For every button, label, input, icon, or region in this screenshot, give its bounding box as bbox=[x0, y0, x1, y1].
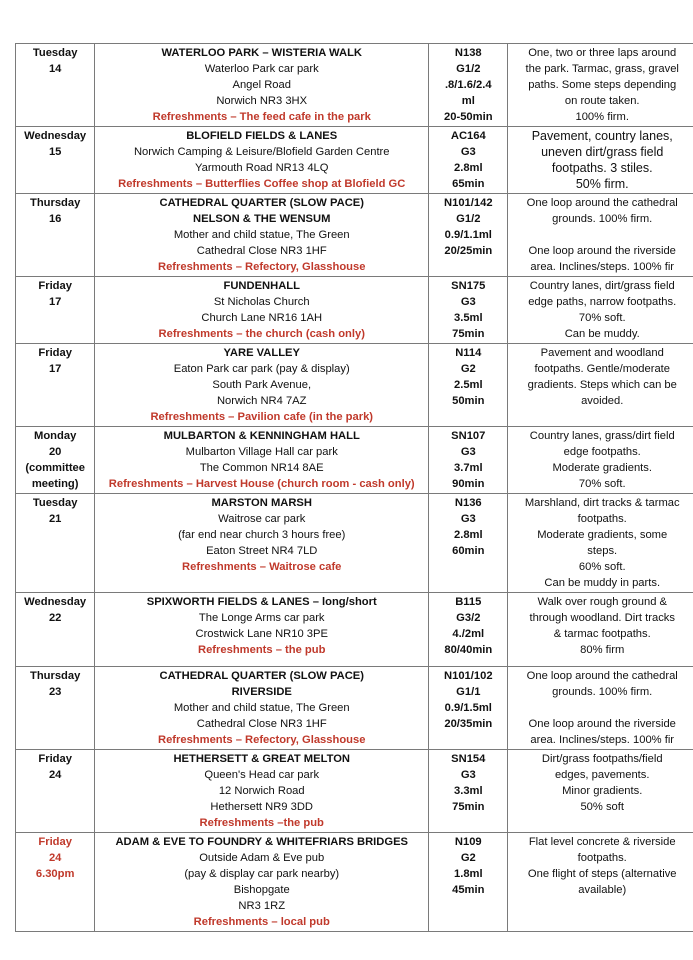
code-line: 80/40min bbox=[444, 644, 493, 656]
description-line: edge paths, narrow footpaths. bbox=[528, 296, 677, 308]
description-line: Country lanes, grass/dirt field bbox=[529, 430, 675, 442]
code-line: G3 bbox=[460, 146, 476, 158]
walk-location: Yarmouth Road NR13 4LQ bbox=[194, 162, 329, 174]
walk-title: WATERLOO PARK – WISTERIA WALK bbox=[161, 47, 362, 59]
code-line: 0.9/1.1ml bbox=[444, 229, 492, 241]
description-gap bbox=[511, 700, 693, 716]
description-line: avoided. bbox=[581, 395, 624, 407]
walk-title: ADAM & EVE TO FOUNDRY & WHITEFRIARS BRIDGES bbox=[115, 836, 408, 848]
walk-day bbox=[16, 593, 95, 667]
walk-row bbox=[16, 750, 693, 833]
walk-location: Norwich Camping & Leisure/Blofield Garden Centre bbox=[133, 146, 390, 158]
description-line: area. Inclines/steps. 100% fir bbox=[530, 734, 675, 746]
code-line: N101/102 bbox=[444, 670, 493, 682]
code-line: B115 bbox=[455, 596, 482, 608]
code-line: G3/2 bbox=[456, 612, 481, 624]
walk-details bbox=[95, 427, 429, 494]
walk-location: Eaton Street NR4 7LD bbox=[206, 545, 318, 557]
day-line: 21 bbox=[48, 513, 62, 525]
description-line: steps. bbox=[587, 545, 618, 557]
walk-location: Mother and child statue, The Green bbox=[173, 229, 350, 241]
walk-row bbox=[16, 667, 693, 750]
day-line: 20 bbox=[48, 446, 62, 458]
walk-row bbox=[16, 44, 693, 127]
walk-location: The Common NR14 8AE bbox=[199, 462, 324, 474]
walk-title: BLOFIELD FIELDS & LANES bbox=[186, 130, 338, 142]
code-line: 20/35min bbox=[444, 718, 493, 730]
description-line: Dirt/grass footpaths/field bbox=[541, 753, 663, 765]
description-line: area. Inclines/steps. 100% fir bbox=[530, 261, 675, 273]
walk-refreshments: Refreshments – local pub bbox=[193, 916, 330, 928]
walks-schedule-table bbox=[15, 43, 693, 932]
walk-location: Bishopgate bbox=[233, 884, 290, 896]
code-line: 20/25min bbox=[444, 245, 493, 257]
description-line: footpaths. bbox=[577, 852, 627, 864]
description-line: edges, pavements. bbox=[554, 769, 650, 781]
walk-refreshments: Refreshments –the pub bbox=[199, 817, 324, 829]
description-line: Can be muddy in parts. bbox=[544, 577, 661, 589]
description-line: edge footpaths. bbox=[563, 446, 641, 458]
description-line: footpaths. bbox=[577, 513, 627, 525]
walk-title: CATHEDRAL QUARTER (SLOW PACE) bbox=[159, 670, 364, 682]
code-line: G1/2 bbox=[456, 63, 481, 75]
description-line: gradients. Steps which can be bbox=[527, 379, 677, 391]
walk-refreshments: Refreshments – the pub bbox=[198, 644, 326, 656]
walk-row bbox=[16, 494, 693, 593]
walk-row bbox=[16, 427, 693, 494]
walk-day bbox=[16, 750, 95, 833]
code-line: 20-50min bbox=[444, 111, 493, 123]
day-line: 14 bbox=[48, 63, 62, 75]
walk-row bbox=[16, 344, 693, 427]
walk-location: Hethersett NR9 3DD bbox=[210, 801, 314, 813]
walk-code bbox=[429, 667, 508, 750]
description-line: 50% firm. bbox=[575, 177, 629, 191]
walk-location: Church Lane NR16 1AH bbox=[201, 312, 323, 324]
walk-title: SPIXWORTH FIELDS & LANES – long/short bbox=[146, 596, 377, 608]
walk-details bbox=[95, 593, 429, 667]
walk-refreshments: Refreshments – Waitrose cafe bbox=[182, 561, 342, 573]
walk-location: (pay & display car park nearby) bbox=[184, 868, 340, 880]
code-line: ml bbox=[461, 95, 475, 107]
walk-day bbox=[16, 44, 95, 127]
day-line: meeting) bbox=[31, 478, 79, 490]
walk-row bbox=[16, 194, 693, 277]
walk-location: NR3 1RZ bbox=[238, 900, 286, 912]
day-line: 24 bbox=[48, 852, 62, 864]
code-line: N138 bbox=[454, 47, 482, 59]
code-line: G3 bbox=[460, 446, 476, 458]
description-gap bbox=[511, 227, 693, 243]
day-line: Friday bbox=[38, 836, 72, 848]
code-line: 50min bbox=[452, 395, 485, 407]
walk-details bbox=[95, 667, 429, 750]
walk-code bbox=[429, 194, 508, 277]
code-line: N136 bbox=[454, 497, 482, 509]
description-line: grounds. 100% firm. bbox=[552, 213, 653, 225]
code-line: 75min bbox=[452, 328, 485, 340]
day-line: Friday bbox=[38, 753, 72, 765]
walk-location: Queen's Head car park bbox=[204, 769, 320, 781]
walk-location: 12 Norwich Road bbox=[218, 785, 305, 797]
description-line: One loop around the riverside bbox=[528, 245, 676, 257]
description-line: Pavement and woodland bbox=[540, 347, 664, 359]
description-line: One loop around the cathedral bbox=[526, 670, 678, 682]
walk-location: Angel Road bbox=[232, 79, 291, 91]
walk-location: The Longe Arms car park bbox=[198, 612, 325, 624]
description-line: Marshland, dirt tracks & tarmac bbox=[524, 497, 680, 509]
walk-code bbox=[429, 750, 508, 833]
walk-location: Waitrose car park bbox=[218, 513, 306, 525]
description-line: One loop around the riverside bbox=[528, 718, 676, 730]
walk-refreshments: Refreshments – the church (cash only) bbox=[158, 328, 365, 340]
description-line: Can be muddy. bbox=[564, 328, 640, 340]
code-line: SN154 bbox=[451, 753, 486, 765]
description-line: Moderate gradients, some bbox=[537, 529, 668, 541]
walk-location: South Park Avenue, bbox=[212, 379, 312, 391]
description-line: 100% firm. bbox=[575, 111, 629, 123]
walk-day bbox=[16, 427, 95, 494]
walk-description bbox=[508, 344, 693, 427]
code-line: 0.9/1.5ml bbox=[444, 702, 492, 714]
day-line: 6.30pm bbox=[35, 868, 75, 880]
walk-day bbox=[16, 667, 95, 750]
walk-details bbox=[95, 194, 429, 277]
walk-day bbox=[16, 277, 95, 344]
code-line: 3.5ml bbox=[453, 312, 483, 324]
description-line: footpaths. Gentle/moderate bbox=[534, 363, 671, 375]
code-line: 2.8ml bbox=[453, 162, 483, 174]
day-line: Friday bbox=[38, 347, 72, 359]
walk-refreshments: Refreshments – Pavilion cafe (in the park) bbox=[150, 411, 374, 423]
walk-title: MULBARTON & KENNINGHAM HALL bbox=[163, 430, 360, 442]
day-line: Thursday bbox=[29, 197, 81, 209]
day-line: Tuesday bbox=[32, 47, 78, 59]
walk-code bbox=[429, 494, 508, 593]
code-line: 65min bbox=[452, 178, 485, 190]
walk-description bbox=[508, 667, 693, 750]
walk-description bbox=[508, 194, 693, 277]
walk-location: Crostwick Lane NR10 3PE bbox=[195, 628, 328, 640]
walk-details bbox=[95, 127, 429, 194]
day-line: Thursday bbox=[29, 670, 81, 682]
walk-row bbox=[16, 127, 693, 194]
walk-details bbox=[95, 344, 429, 427]
code-line: 3.3ml bbox=[453, 785, 483, 797]
description-line: 70% soft. bbox=[578, 478, 626, 490]
description-line: 80% firm bbox=[580, 644, 625, 656]
walk-location: Cathedral Close NR3 1HF bbox=[196, 245, 327, 257]
day-line: 23 bbox=[48, 686, 62, 698]
code-line: G3 bbox=[460, 769, 476, 781]
walk-code bbox=[429, 344, 508, 427]
description-line: & tarmac footpaths. bbox=[553, 628, 651, 640]
code-line: G3 bbox=[460, 296, 476, 308]
walk-description bbox=[508, 277, 693, 344]
description-line: Pavement, country lanes, bbox=[531, 129, 673, 143]
walk-refreshments: Refreshments – Harvest House (church room - cash only) bbox=[108, 478, 415, 490]
walk-row bbox=[16, 833, 693, 932]
code-line: SN175 bbox=[451, 280, 486, 292]
code-line: 1.8ml bbox=[453, 868, 483, 880]
description-line: Flat level concrete & riverside bbox=[528, 836, 676, 848]
walk-refreshments: Refreshments – Refectory, Glasshouse bbox=[157, 261, 366, 273]
description-line: footpaths. 3 stiles. bbox=[551, 161, 653, 175]
walk-day bbox=[16, 833, 95, 932]
day-line: 22 bbox=[48, 612, 62, 624]
walk-refreshments: Refreshments – The feed cafe in the park bbox=[152, 111, 371, 123]
description-line: One flight of steps (alternative bbox=[527, 868, 677, 880]
code-line: 60min bbox=[452, 545, 485, 557]
description-line: the park. Tarmac, grass, gravel bbox=[525, 63, 679, 75]
walk-refreshments: Refreshments – Refectory, Glasshouse bbox=[157, 734, 366, 746]
code-line: 2.5ml bbox=[453, 379, 483, 391]
walk-details bbox=[95, 750, 429, 833]
walk-description bbox=[508, 44, 693, 127]
description-line: 50% soft bbox=[580, 801, 624, 813]
code-line: .8/1.6/2.4 bbox=[444, 79, 492, 91]
walk-description bbox=[508, 750, 693, 833]
description-line: Country lanes, dirt/grass field bbox=[529, 280, 675, 292]
code-line: G2 bbox=[460, 852, 476, 864]
walk-location: Mother and child statue, The Green bbox=[173, 702, 350, 714]
code-line: N109 bbox=[454, 836, 482, 848]
day-line: 16 bbox=[48, 213, 62, 225]
walk-location: Eaton Park car park (pay & display) bbox=[173, 363, 350, 375]
code-line: 45min bbox=[452, 884, 485, 896]
code-line: 75min bbox=[452, 801, 485, 813]
walk-code bbox=[429, 44, 508, 127]
walk-row bbox=[16, 277, 693, 344]
walk-title: NELSON & THE WENSUM bbox=[193, 213, 331, 225]
day-line: Friday bbox=[38, 280, 72, 292]
walk-row bbox=[16, 593, 693, 667]
walk-details bbox=[95, 833, 429, 932]
day-line: 17 bbox=[48, 363, 62, 375]
walk-location: St Nicholas Church bbox=[213, 296, 310, 308]
walk-code bbox=[429, 593, 508, 667]
walk-title: MARSTON MARSH bbox=[211, 497, 312, 509]
description-line: paths. Some steps depending bbox=[528, 79, 677, 91]
walk-location: Waterloo Park car park bbox=[204, 63, 319, 75]
walk-refreshments: Refreshments – Butterflies Coffee shop at Blofield GC bbox=[118, 178, 406, 190]
code-line: N101/142 bbox=[444, 197, 493, 209]
description-line: grounds. 100% firm. bbox=[552, 686, 653, 698]
day-line: 24 bbox=[48, 769, 62, 781]
walk-description bbox=[508, 494, 693, 593]
walk-code bbox=[429, 277, 508, 344]
day-line: (committee bbox=[25, 462, 85, 474]
walk-day bbox=[16, 194, 95, 277]
walk-description bbox=[508, 833, 693, 932]
code-line: N114 bbox=[455, 347, 482, 359]
walk-code bbox=[429, 427, 508, 494]
code-line: SN107 bbox=[451, 430, 486, 442]
walk-day bbox=[16, 344, 95, 427]
day-line: 15 bbox=[48, 146, 62, 158]
code-line: G1/1 bbox=[456, 686, 481, 698]
walk-code bbox=[429, 833, 508, 932]
walk-location: Norwich NR3 3HX bbox=[216, 95, 308, 107]
code-line: G1/2 bbox=[456, 213, 481, 225]
schedule-body bbox=[16, 44, 693, 932]
walk-title: CATHEDRAL QUARTER (SLOW PACE) bbox=[159, 197, 364, 209]
day-line: Monday bbox=[34, 430, 77, 442]
walk-title: FUNDENHALL bbox=[223, 280, 300, 292]
description-line: through woodland. Dirt tracks bbox=[529, 612, 675, 624]
walk-title: HETHERSETT & GREAT MELTON bbox=[173, 753, 350, 765]
walk-day bbox=[16, 494, 95, 593]
code-line: 4./2ml bbox=[452, 628, 485, 640]
code-line: G3 bbox=[460, 513, 476, 525]
description-line: on route taken. bbox=[564, 95, 640, 107]
code-line: 90min bbox=[452, 478, 485, 490]
walk-details bbox=[95, 494, 429, 593]
walk-location: (far end near church 3 hours free) bbox=[178, 529, 346, 541]
description-line: One loop around the cathedral bbox=[526, 197, 678, 209]
description-line: uneven dirt/grass field bbox=[541, 145, 664, 159]
day-line: Wednesday bbox=[24, 130, 87, 142]
description-line: One, two or three laps around bbox=[528, 47, 677, 59]
walk-description bbox=[508, 427, 693, 494]
code-line: 2.8ml bbox=[453, 529, 483, 541]
walk-location: Mulbarton Village Hall car park bbox=[185, 446, 338, 458]
walk-location: Cathedral Close NR3 1HF bbox=[196, 718, 327, 730]
description-line: available) bbox=[578, 884, 627, 896]
description-line: 60% soft. bbox=[578, 561, 626, 573]
day-line: 17 bbox=[48, 296, 62, 308]
description-line: Minor gradients. bbox=[562, 785, 643, 797]
description-line: Walk over rough ground & bbox=[537, 596, 667, 608]
walk-code bbox=[429, 127, 508, 194]
day-line: Tuesday bbox=[32, 497, 78, 509]
code-line: 3.7ml bbox=[453, 462, 483, 474]
code-line: G2 bbox=[460, 363, 476, 375]
code-line: AC164 bbox=[450, 130, 486, 142]
walk-details bbox=[95, 44, 429, 127]
walk-description bbox=[508, 593, 693, 667]
walk-title: RIVERSIDE bbox=[231, 686, 292, 698]
walk-location: Outside Adam & Eve pub bbox=[199, 852, 325, 864]
walk-details bbox=[95, 277, 429, 344]
walk-description bbox=[508, 127, 693, 194]
walk-day bbox=[16, 127, 95, 194]
description-line: 70% soft. bbox=[578, 312, 626, 324]
day-line: Wednesday bbox=[24, 596, 87, 608]
walk-title: YARE VALLEY bbox=[223, 347, 300, 359]
description-line: Moderate gradients. bbox=[552, 462, 652, 474]
walk-location: Norwich NR4 7AZ bbox=[216, 395, 307, 407]
